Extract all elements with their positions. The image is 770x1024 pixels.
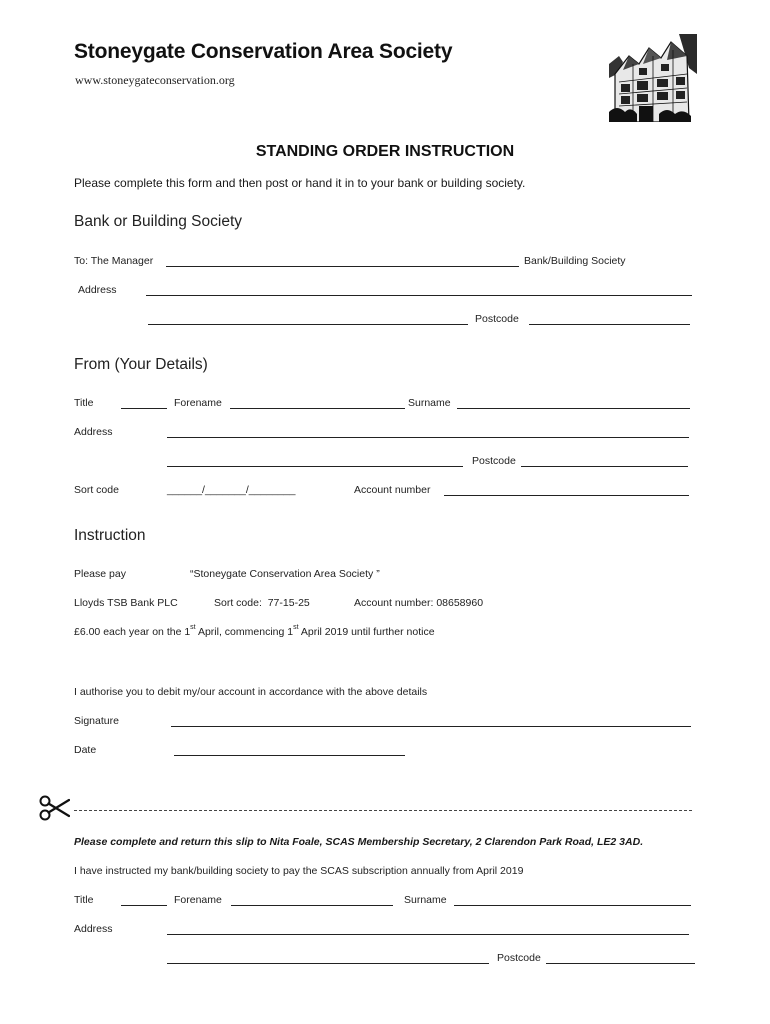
sort-code-value: 77-15-25 [267,597,310,609]
amount-sup-2: st [293,624,299,631]
forename-label: Forename [174,397,222,409]
authorise-text: I authorise you to debit my/our account in accordance with the above details [74,686,428,698]
scissors-icon [38,795,70,821]
bank-postcode-field[interactable] [529,324,690,325]
please-pay-label: Please pay [74,568,126,580]
title-label: Title [74,397,94,409]
surname-label: Surname [408,397,451,409]
date-label: Date [74,744,97,756]
account-number-label: Account number [354,484,431,496]
slip-surname-field[interactable] [454,905,691,906]
date-field[interactable] [174,755,405,756]
to-manager-label: To: The Manager [74,255,154,267]
sort-code-label: Sort code [74,484,119,496]
signature-label: Signature [74,715,119,727]
your-address-label: Address [74,426,113,438]
amount-text-part-3: April 2019 until further notice [298,626,435,638]
slip-postcode-field[interactable] [546,963,695,964]
slip-surname-label: Surname [404,894,447,906]
slip-forename-label: Forename [174,894,222,906]
amount-text-part-1: £6.00 each year on the 1 [74,626,191,638]
house-illustration-icon [609,34,697,122]
intro-text: Please complete this form and then post or hand it in to your bank or building society. [74,176,526,190]
surname-field[interactable] [457,408,690,409]
sort-code-text-label: Sort code: [214,597,262,609]
account-number-value: 08658960 [436,597,484,609]
slip-postcode-label: Postcode [497,952,541,964]
sort-code-text [214,597,310,609]
return-instructions: Please complete and return this slip to Nita Foale, SCAS Membership Secretary, 2 Clarendon Park Road, LE2 3AD. [74,836,644,848]
amount-sup-1: st [190,624,196,631]
amount-text-part-2: April, commencing 1 [195,626,294,638]
account-number-text-label: Account number: [354,597,434,609]
forename-field[interactable] [230,408,405,409]
title-field[interactable] [121,408,167,409]
cut-line [74,810,692,811]
slip-title-label: Title [74,894,94,906]
slip-address-line-1[interactable] [167,934,689,935]
payee-name: “Stoneygate Conservation Area Society ” [190,568,380,580]
form-title: STANDING ORDER INSTRUCTION [255,143,515,160]
slip-address-label: Address [74,923,113,935]
sort-code-field[interactable]: ______/_______/________ [167,484,296,496]
amount-text [74,626,435,638]
account-number-text [354,597,483,609]
your-address-line-2[interactable] [167,466,463,467]
org-website: www.stoneygateconservation.org [75,73,235,87]
bank-address-line-2[interactable] [148,324,468,325]
instruction-section-heading: Instruction [74,527,146,544]
slip-address-line-2[interactable] [167,963,489,964]
account-number-field[interactable] [444,495,689,496]
bank-address-line-1[interactable] [146,295,692,296]
org-title: Stoneygate Conservation Area Society [74,40,453,63]
from-section-heading: From (Your Details) [74,356,208,373]
bank-section-heading: Bank or Building Society [74,213,243,230]
signature-field[interactable] [171,726,691,727]
your-postcode-label: Postcode [472,455,516,467]
bank-postcode-label: Postcode [475,313,519,325]
bank-name-text: Lloyds TSB Bank PLC [74,597,178,609]
slip-title-field[interactable] [121,905,167,906]
your-address-line-1[interactable] [167,437,689,438]
bank-address-label: Address [78,284,117,296]
bank-name-field[interactable] [166,266,519,267]
bank-suffix-label: Bank/Building Society [524,255,626,267]
instructed-text: I have instructed my bank/building society to pay the SCAS subscription annually from April 2019 [74,865,524,877]
your-postcode-field[interactable] [521,466,688,467]
slip-forename-field[interactable] [231,905,393,906]
